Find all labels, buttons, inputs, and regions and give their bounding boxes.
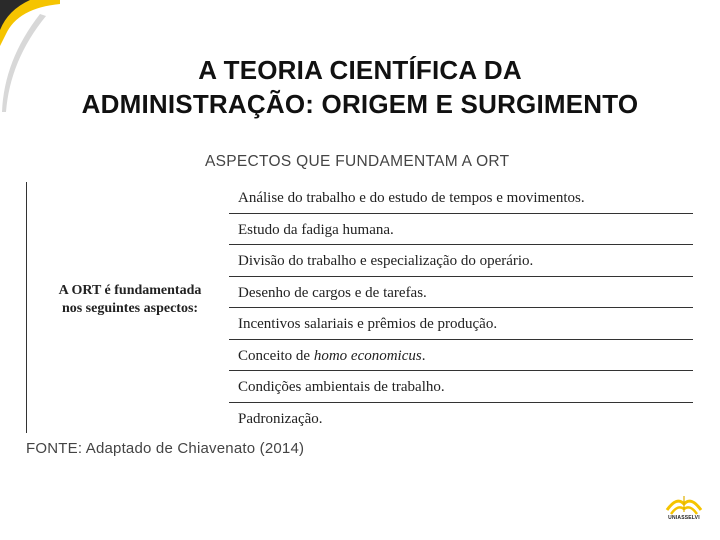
lead-text-line-1: A ORT é fundamentada [58, 283, 202, 298]
aspect-item: Estudo da fadiga humana. [229, 214, 693, 246]
aspect-item: Padronização. [238, 410, 323, 427]
aspect-prefix: Conceito de [238, 347, 314, 364]
aspect-item: Condições ambientais de trabalho. [229, 371, 693, 403]
left-divider [26, 182, 27, 433]
aspect-item: Divisão do trabalho e especialização do operário. [229, 245, 693, 277]
aspect-item: Incentivos salariais e prêmios de produção. [229, 308, 693, 340]
lead-text [40, 282, 220, 318]
aspect-item: Análise do trabalho e do estudo de tempos e movimentos. [229, 182, 693, 214]
uniasselvi-logo [659, 490, 709, 526]
source-citation: FONTE: Adaptado de Chiavenato (2014) [26, 440, 305, 457]
logo-text: UNIASSELVI [668, 515, 700, 521]
aspect-emphasis: homo economicus [313, 347, 422, 364]
slide-title-line-1: A TEORIA CIENTÍFICA DA [198, 55, 522, 86]
slide-title-line-2: ADMINISTRAÇÃO: ORIGEM E SURGIMENTO [81, 89, 639, 120]
lead-text-line-2: nos seguintes aspectos: [61, 301, 199, 316]
book-wave-logo-icon [659, 490, 709, 516]
aspects-list [229, 182, 693, 434]
figure-heading: ASPECTOS QUE FUNDAMENTAM A ORT [205, 153, 510, 170]
aspect-suffix: . [421, 347, 426, 364]
slide-title [0, 53, 720, 121]
aspect-item [229, 340, 693, 372]
aspect-item: Desenho de cargos e de tarefas. [229, 277, 693, 309]
